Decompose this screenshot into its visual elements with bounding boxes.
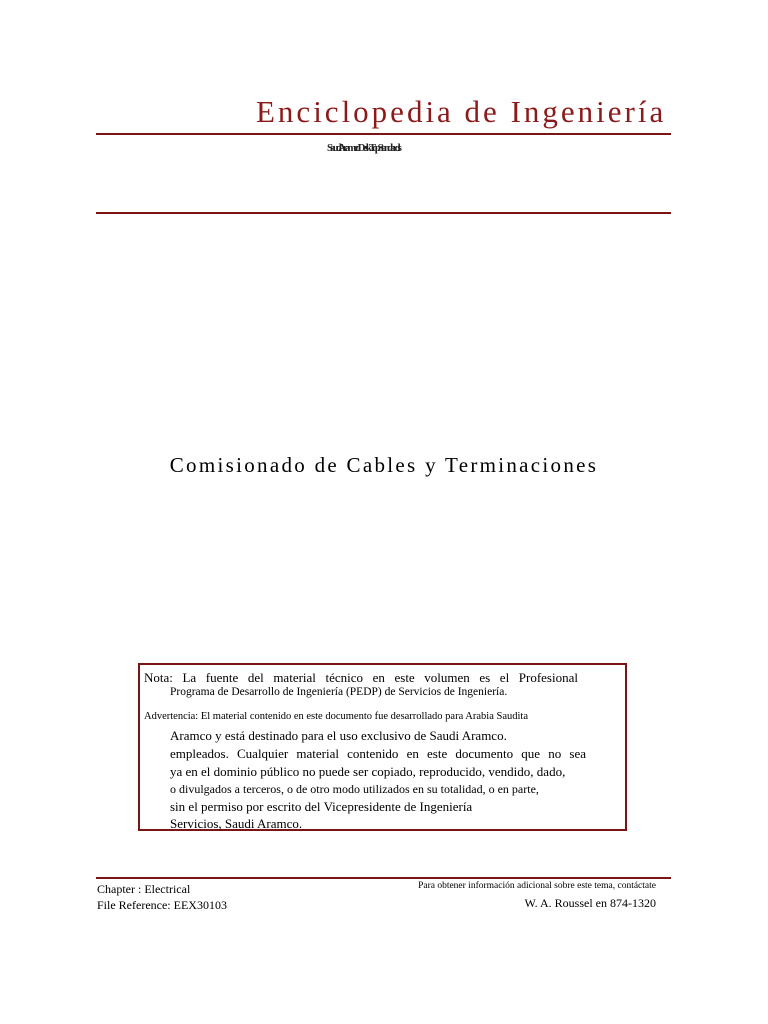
header-subtitle: Saudi Aramco DeskTop Standards (327, 142, 399, 154)
notice-line: empleados. Cualquier material contenido en este documento que no sea (170, 746, 586, 761)
notice-line: Aramco y está destinado para el uso exclusivo de Saudi Aramco. (170, 728, 507, 743)
footer-rule (96, 877, 671, 879)
header-rule-top (96, 133, 671, 135)
notice-line: Advertencia: El material contenido en este documento fue desarrollado para Arabia Saudita (144, 711, 528, 722)
header-rule-bottom (96, 212, 671, 214)
document-title: Comisionado de Cables y Terminaciones (169, 453, 599, 477)
contact-info: W. A. Roussel en 874-1320 (524, 896, 656, 910)
notice-line: Programa de Desarrollo de Ingeniería (PEDP) de Servicios de Ingeniería. (170, 686, 508, 698)
notice-line: Servicios, Saudi Aramco. (170, 816, 303, 831)
chapter-label: Chapter : Electrical (97, 882, 191, 896)
notice-box (138, 663, 627, 831)
file-reference: File Reference: EEX30103 (97, 898, 227, 912)
encyclopedia-title: Enciclopedia de Ingeniería (256, 94, 667, 129)
footer-right (418, 880, 656, 912)
notice-line: sin el permiso por escrito del Vicepresidente de Ingeniería (170, 799, 473, 814)
notice-line: o divulgados a terceros, o de otro modo utilizados en su totalidad, o en parte, (170, 782, 539, 796)
footer-left (97, 881, 227, 913)
notice-line: ya en el dominio público no puede ser copiado, reproducido, vendido, dado, (170, 764, 566, 779)
info-text: Para obtener información adicional sobre este tema, contáctate (418, 881, 656, 891)
notice-line: Nota: La fuente del material técnico en este volumen es el Profesional (144, 670, 578, 685)
